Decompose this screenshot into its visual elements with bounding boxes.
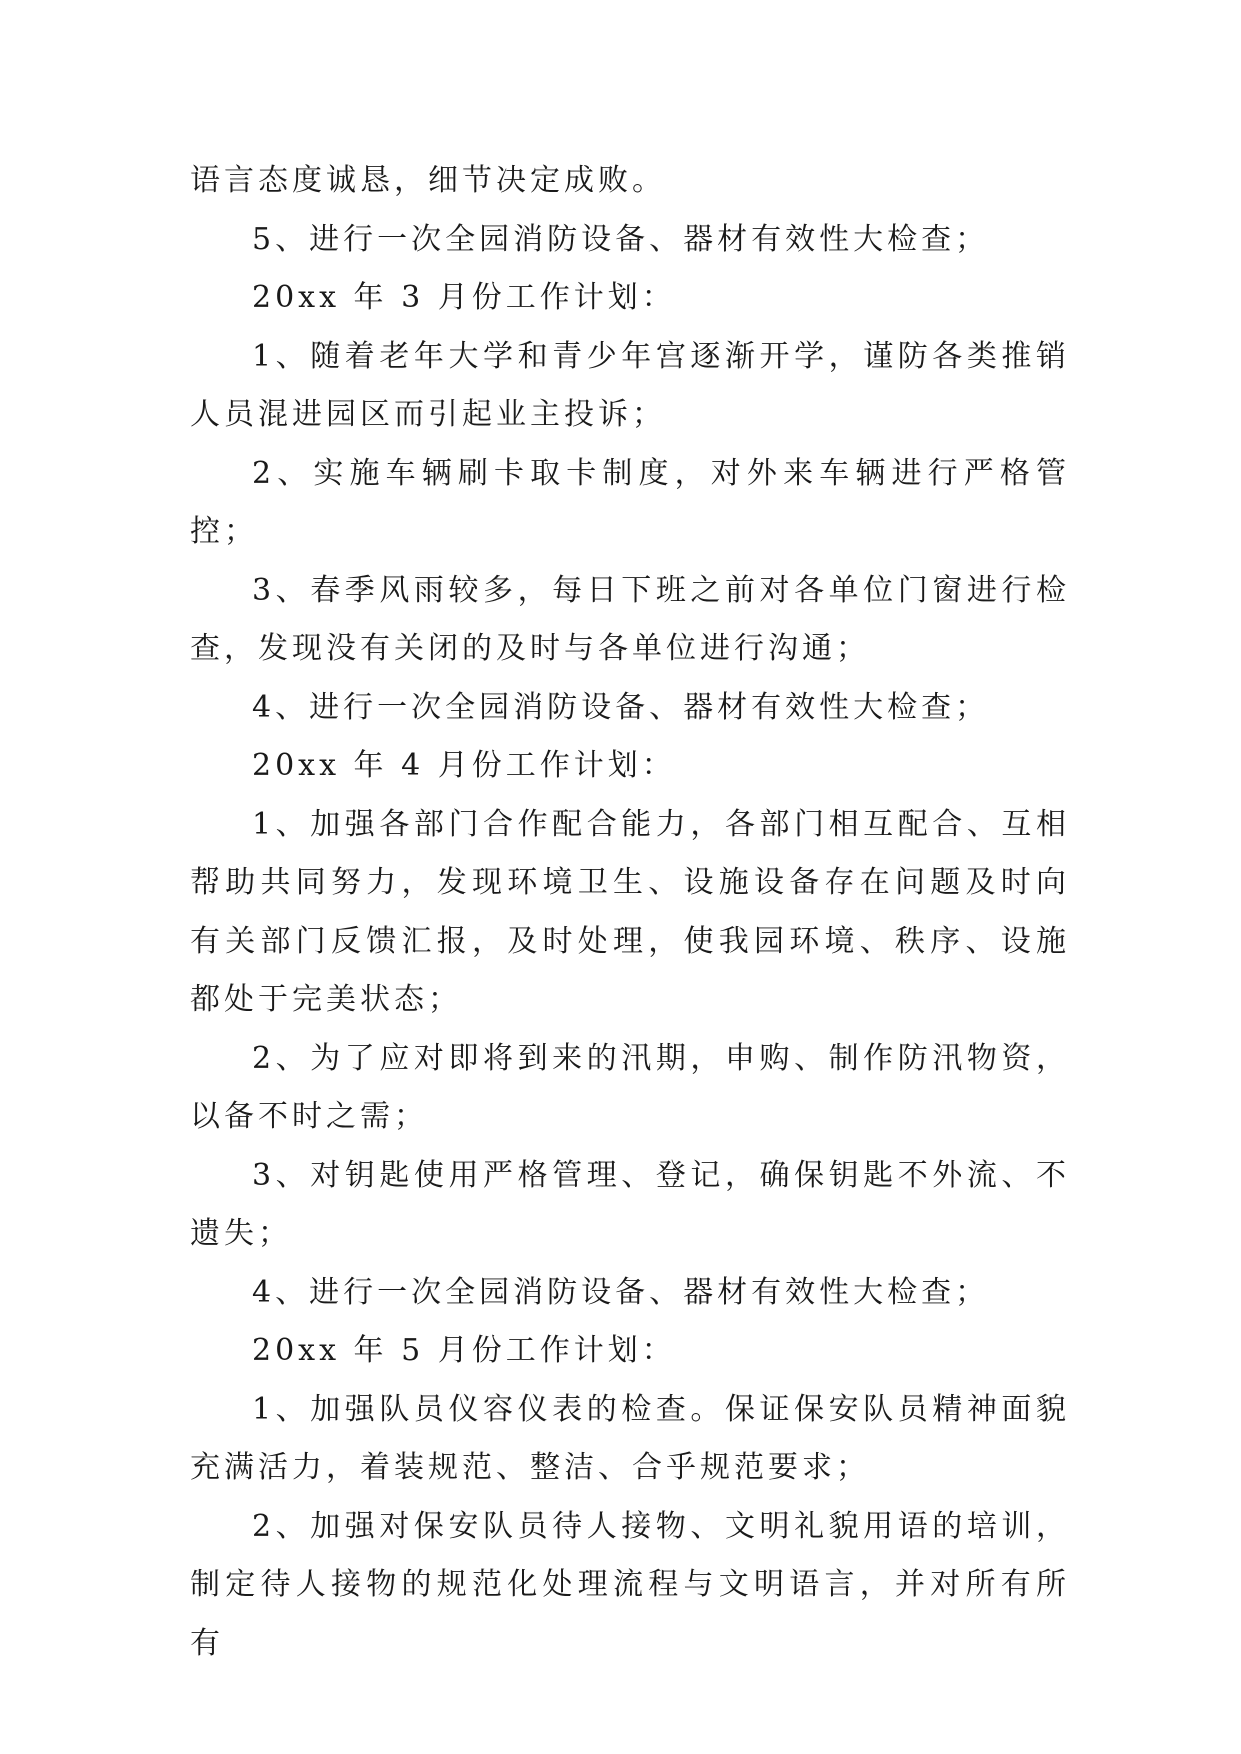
paragraph-1: 语言态度诚恳，细节决定成败。 — [190, 163, 666, 198]
paragraph-7: 4、进行一次全园消防设备、器材有效性大检查； — [252, 689, 990, 725]
paragraph-11: 3、对钥匙使用严格管理、登记，确保钥匙不外流、不遗失； — [190, 1157, 1070, 1251]
paragraph-8-heading-april: 20xx 年 4 月份工作计划： — [252, 748, 676, 783]
paragraph-14: 1、加强队员仪容仪表的检查。保证保安队员精神面貌充满活力，着装规范、整洁、合乎规范要求； — [190, 1391, 1070, 1485]
paragraph-13-heading-may: 20xx 年 5 月份工作计划： — [252, 1333, 676, 1368]
paragraph-4: 1、随着老年大学和青少年宫逐渐开学，谨防各类推销人员混进园区而引起业主投诉； — [190, 338, 1070, 432]
paragraph-2: 5、进行一次全园消防设备、器材有效性大检查； — [252, 221, 990, 257]
paragraph-5: 2、实施车辆刷卡取卡制度，对外来车辆进行严格管控； — [190, 455, 1070, 549]
paragraph-10: 2、为了应对即将到来的汛期，申购、制作防汛物资，以备不时之需； — [190, 1040, 1070, 1134]
paragraph-12: 4、进行一次全园消防设备、器材有效性大检查； — [252, 1274, 990, 1310]
document-body — [190, 152, 1070, 1673]
paragraph-9: 1、加强各部门合作配合能力，各部门相互配合、互相帮助共同努力，发现环境卫生、设施设备存在问题及时向有关部门反馈汇报，及时处理，使我园环境、秩序、设施都处于完美状态； — [190, 806, 1070, 1017]
paragraph-3-heading-march: 20xx 年 3 月份工作计划： — [252, 280, 676, 315]
paragraph-15: 2、加强对保安队员待人接物、文明礼貌用语的培训，制定待人接物的规范化处理流程与文明语言，并对所有所有 — [190, 1508, 1070, 1661]
paragraph-6: 3、春季风雨较多，每日下班之前对各单位门窗进行检查，发现没有关闭的及时与各单位进行沟通； — [190, 572, 1070, 666]
